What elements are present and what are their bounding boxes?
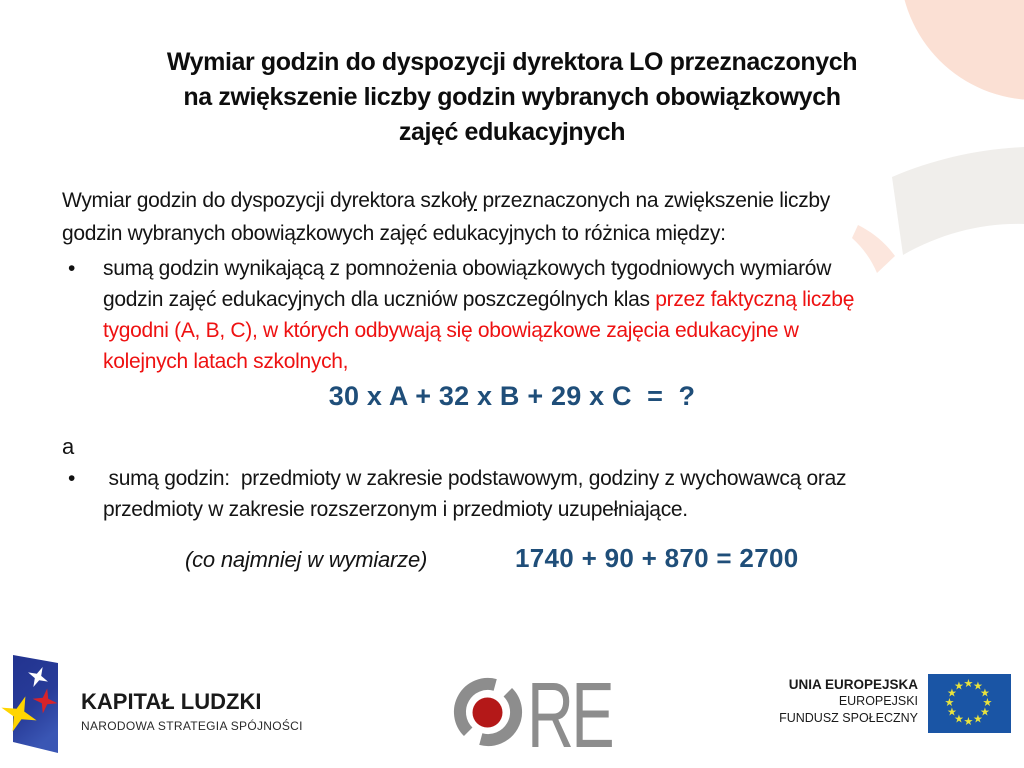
intro-text: Wymiar godzin do dyspozycji dyrektora szkoł (62, 189, 467, 212)
title-line-3: zajęć edukacyjnych (398, 118, 626, 146)
ore-logo (450, 663, 620, 768)
eu-star-icon: ★ (979, 686, 990, 699)
intro-line-1 (62, 184, 972, 217)
eu-star-icon: ★ (982, 695, 993, 709)
kapital-ludzki-flag-icon (0, 652, 66, 764)
connector-word: a (62, 434, 75, 459)
bullet1-line-4: kolejnych latach szkolnych, (103, 350, 349, 373)
bullet-marker: • (68, 257, 76, 280)
slide-title (0, 45, 1024, 150)
eu-line-1: UNIA EUROPEJSKA (788, 677, 918, 692)
bullet2-line-1: sumą godzin: przedmioty w zakresie podstawowym, godziny z wychowawcą oraz (103, 467, 847, 490)
eu-star-icon: ★ (947, 686, 957, 699)
bullet2-line-2: przedmioty w zakresie rozszerzonym i przedmioty uzupełniające. (103, 498, 688, 521)
kapital-ludzki-wordmark (81, 689, 303, 733)
title-line-1: Wymiar godzin do dyspozycji dyrektora LO przeznaczonych (166, 48, 858, 76)
eu-line-3: FUNDUSZ SPOŁECZNY (779, 711, 918, 725)
eu-star-icon: ★ (973, 711, 983, 725)
eu-star-icon: ★ (979, 705, 990, 718)
eu-line-2: EUROPEJSKI (838, 694, 918, 708)
intro-line-2: godzin wybranych obowiązkowych zajęć edukacyjnych to różnica między: (62, 222, 726, 245)
eu-star-icon: ★ (973, 679, 983, 693)
eu-star-icon: ★ (944, 695, 955, 709)
bullet-marker: • (68, 467, 76, 490)
eu-wordmark (779, 676, 918, 727)
eu-star-icon: ★ (954, 679, 964, 693)
bullet1-line-3: tygodni (A, B, C), w których odbywają się obowiązkowe zajęcia edukacyjne w (103, 319, 799, 342)
eu-flag-icon (928, 674, 1011, 733)
intro-text-cont: przeznaczonych na zwiększenie liczby (476, 189, 831, 212)
ore-red-dot-icon (473, 698, 503, 728)
kapital-ludzki-title: KAPITAŁ LUDZKI (81, 689, 262, 714)
eu-star-icon: ★ (954, 711, 964, 725)
note-italic: (co najmniej w wymiarze) (185, 547, 428, 572)
kapital-ludzki-subtitle: NARODOWA STRATEGIA SPÓJNOŚCI (81, 719, 303, 733)
bullet-item-1 (62, 253, 972, 377)
eu-star-icon: ★ (963, 676, 974, 690)
formula-result: 1740 + 90 + 870 = 2700 (515, 543, 799, 573)
bullet-item-2 (62, 463, 972, 525)
eu-star-icon: ★ (963, 714, 974, 728)
bullet1-black-text: godzin zajęć edukacyjnych dla uczniów poszczególnych klas (103, 288, 656, 311)
bullet1-line-2 (103, 284, 972, 315)
eu-star-icon: ★ (947, 705, 957, 718)
red-emphasis-start: przez faktyczną liczbę (655, 288, 855, 311)
formula-weeks: 30 x A + 32 x B + 29 x C = ? (328, 381, 696, 411)
flag-shape (13, 655, 58, 753)
bullet1-line-1: sumą godzin wynikającą z pomnożenia obowiązkowych tygodniowych wymiarów (103, 257, 832, 280)
intro-paragraph (62, 184, 972, 250)
underlined-letter: y (466, 189, 477, 212)
ore-letters: RE (527, 663, 612, 768)
title-line-2: na zwiększenie liczby godzin wybranych obowiązkowych (183, 83, 841, 111)
